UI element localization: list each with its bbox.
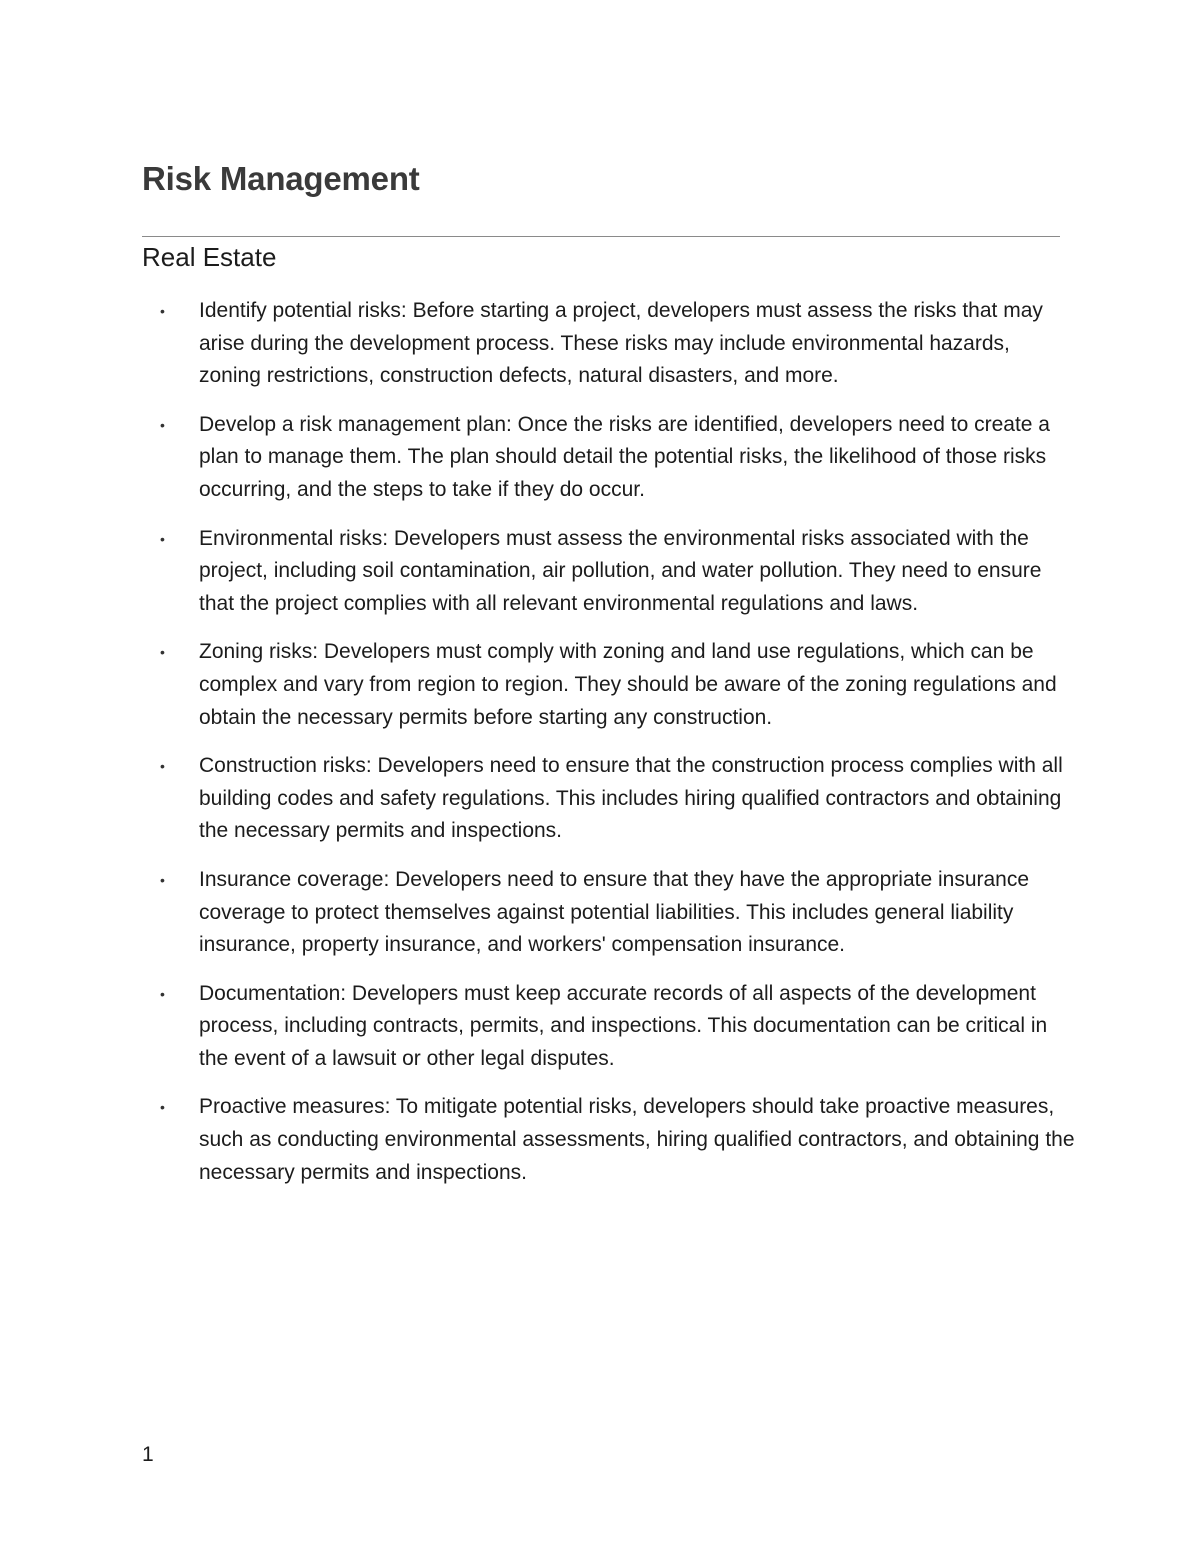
list-item [160, 523, 1075, 621]
list-item-text: Environmental risks: Developers must assess the environmental risks associated with the project, including soil contamination, air pollution, and water pollution. They need to ensure that the project complies with all relevant environmental regulations and laws. [199, 526, 1042, 615]
bullet-icon: • [160, 303, 165, 319]
section-heading: Real Estate [142, 242, 277, 272]
list-item [160, 750, 1075, 848]
bullet-icon: • [160, 416, 165, 433]
list-item-text: Documentation: Developers must keep accurate records of all aspects of the development process, including contracts, permits, and inspections. This documentation can be critical in the event of a lawsuit or other legal disputes. [199, 981, 1048, 1070]
bullet-icon: • [160, 758, 165, 775]
bullet-icon: • [160, 644, 165, 661]
list-item [160, 409, 1075, 507]
list-item-text: Insurance coverage: Developers need to ensure that they have the appropriate insurance coverage to protect themselves against potential liabilities. This includes general liability insurance, property insurance, and workers' compensation insurance. [199, 867, 1030, 957]
list-item [160, 978, 1075, 1076]
bullet-icon: • [160, 871, 165, 888]
bullet-icon: • [160, 985, 165, 1002]
list-item [160, 864, 1075, 962]
title-divider [142, 236, 1060, 237]
list-item-text: Develop a risk management plan: Once the risks are identified, developers need to create a plan to manage them. The plan should detail the potential risks, the likelihood of those risks occurring, and the steps to take if they do occur. [199, 412, 1050, 501]
list-item [160, 295, 1075, 393]
bullet-icon: • [160, 530, 165, 547]
page-title: Risk Management [142, 160, 420, 197]
list-item [160, 636, 1075, 734]
list-item-text: Construction risks: Developers need to ensure that the construction process complies with all building codes and safety regulations. This includes hiring qualified contractors and obtaining the necessary permits and inspections. [199, 754, 1063, 843]
bullet-icon: • [160, 1099, 165, 1116]
list-item [160, 1091, 1075, 1189]
page-number: 1 [142, 1443, 154, 1466]
risk-bullet-list [160, 295, 1075, 1205]
list-item-text: Identify potential risks: Before starting a project, developers must assess the risks that may arise during the development process. These risks may include environmental hazards, zoning restrictions, construction defects, natural disasters, and more. [199, 299, 1043, 388]
list-item-text: Proactive measures: To mitigate potential risks, developers should take proactive measures, such as conducting environmental assessments, hiring qualified contractors, and obtaining the necessary permits and inspections. [199, 1095, 1075, 1184]
list-item-text: Zoning risks: Developers must comply with zoning and land use regulations, which can be complex and vary from region to region. They should be aware of the zoning regulations and obtain the necessary permits before starting any construction. [199, 640, 1057, 729]
